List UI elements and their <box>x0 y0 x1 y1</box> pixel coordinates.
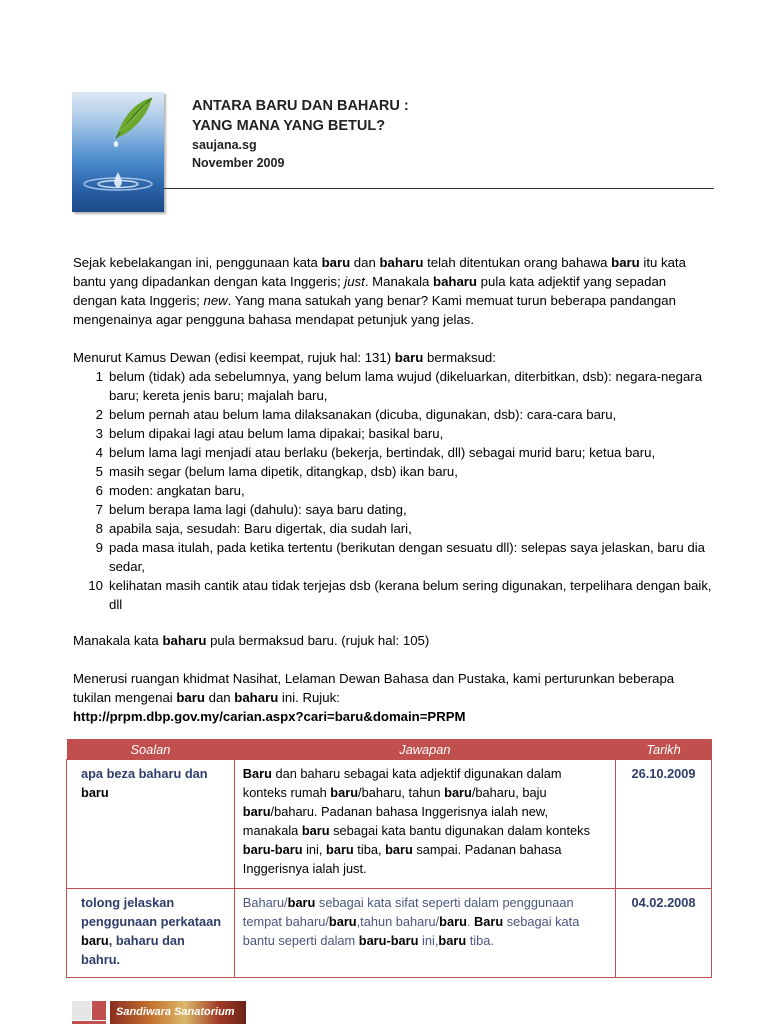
document-meta <box>192 136 284 172</box>
answer-text-segment: ini, <box>418 933 439 948</box>
answer-text-segment: sebagai kata bantu seperti dalam <box>242 914 580 948</box>
answer-text-segment: Baru <box>242 766 272 781</box>
nasihat-paragraph: Menerusi ruangan khidmat Nasihat, Lelaman Dewan Bahasa dan Pustaka, kami perturunkan beberapa tukilan mengenai baru dan baharu ini. Rujuk: http://prpm.dbp.gov.my/carian.aspx?cari=baru&domain=PRPM <box>73 671 675 724</box>
definition-text: apabila saja, sesudah: Baru digertak, dia sudah lari, <box>109 521 412 536</box>
answer-text-segment: dan baharu sebagai kata adjektif digunakan dalam konteks rumah <box>242 766 562 800</box>
answer-text-segment: Baru <box>474 914 504 929</box>
footer-banner-image: Sandiwara Sanatorium <box>110 1001 246 1024</box>
definition-text: moden: angkatan baru, <box>109 483 245 498</box>
definition-text: belum lama lagi menjadi atau berlaku (bekerja, bertindak, dll) sebagai murid baru; ketua baru, <box>109 445 656 460</box>
definition-number: 9 <box>95 540 103 555</box>
document-title <box>192 96 409 136</box>
answer-text-segment: baru <box>385 842 413 857</box>
answer-text-segment: baru <box>301 823 330 838</box>
definition-item <box>73 367 718 405</box>
answer-text-segment: . <box>466 914 475 929</box>
question-cell: tolong jelaskan penggunaan perkataan baru, baharu dan bahru. <box>67 889 235 978</box>
answer-text-segment: ,tahun baharu/ <box>356 914 440 929</box>
header-jawapan: Jawapan <box>234 739 615 760</box>
reference-url[interactable]: http://prpm.dbp.gov.my/carian.aspx?cari=baru&domain=PRPM <box>73 709 466 724</box>
definition-number: 5 <box>95 464 103 479</box>
answer-text-segment: ini, <box>302 842 327 857</box>
source-label: saujana.sg <box>192 138 257 152</box>
answer-cell <box>234 760 615 889</box>
answer-text-segment: baru-baru <box>242 842 303 857</box>
date-cell: 26.10.2009 <box>616 760 712 889</box>
title-line-2: YANG MANA YANG BETUL? <box>192 118 386 134</box>
definition-text: belum pernah atau belum lama dilaksanakan (dicuba, digunakan, dsb): cara-cara baru, <box>109 407 617 422</box>
answer-text-segment: baru-baru <box>358 933 419 948</box>
definition-number: 8 <box>95 521 103 536</box>
kamus-intro: Menurut Kamus Dewan (edisi keempat, rujuk hal: 131) baru bermaksud: <box>73 350 496 365</box>
answer-text-segment: baru <box>242 804 271 819</box>
answer-text-segment: baru <box>326 842 354 857</box>
definition-item <box>73 462 718 481</box>
question-cell: apa beza baharu dan baru <box>67 760 235 889</box>
answer-text-segment: tiba. <box>466 933 494 948</box>
answer-text-segment: /baharu, baju <box>471 785 547 800</box>
table-header-row <box>67 739 712 760</box>
table-row <box>67 889 712 978</box>
definition-text: belum berapa lama lagi (dahulu): saya baru dating, <box>109 502 407 517</box>
definition-number: 10 <box>88 578 103 593</box>
answer-text-segment: Baharu/ <box>242 895 288 910</box>
definition-text: kelihatan masih cantik atau tidak terjejas dsb (kerana belum sering digunakan, terpelihara dengan baik, dll <box>109 578 712 612</box>
leaf-waterdrop-logo <box>72 92 164 212</box>
definition-text: pada masa itulah, pada ketika tertentu (berikutan dengan sesuatu dll): selepas saya jelaskan, baru dia sedar, <box>109 540 706 574</box>
baharu-paragraph: Manakala kata baharu pula bermaksud baru. (rujuk hal: 105) <box>73 633 430 648</box>
definition-number: 3 <box>95 426 103 441</box>
definition-item <box>73 519 718 538</box>
answer-text-segment: /baharu. Padanan bahasa Inggerisnya ialah new, manakala <box>242 804 549 838</box>
intro-paragraph: Sejak kebelakangan ini, penggunaan kata baru dan baharu telah ditentukan orang bahawa baru itu kata bantu yang dipadankan dengan kata Inggeris; just. Manakala baharu pula kata adjektif yang sepadan dengan kata Inggeris; new. Yang mana satukah yang benar? Kami memuat turun beberapa pandangan mengenainya agar pengguna bahasa mendapat petunjuk yang jelas. <box>73 255 686 327</box>
definition-text: belum (tidak) ada sebelumnya, yang belum lama wujud (dikeluarkan, diterbitkan, dsb): negara-negara baru; kereta jenis baru; majalah baru, <box>109 369 703 403</box>
answer-text-segment: tiba, <box>353 842 386 857</box>
definition-item <box>73 576 718 614</box>
answer-text-segment: baru <box>438 933 467 948</box>
footer-square-grey <box>72 1001 91 1020</box>
footer-square-red <box>92 1001 106 1020</box>
answer-text-segment: sebagai kata bantu digunakan dalam konteks <box>329 823 590 838</box>
definition-item <box>73 538 718 576</box>
title-line-1: ANTARA BARU DAN BAHARU : <box>192 98 409 114</box>
definition-item <box>73 424 718 443</box>
header-divider <box>164 188 714 189</box>
definition-item <box>73 405 718 424</box>
date-label: November 2009 <box>192 156 285 170</box>
definition-text: masih segar (belum lama dipetik, ditangkap, dsb) ikan baru, <box>109 464 458 479</box>
answer-text-segment: sebagai kata sifat seperti dalam penggunaan tempat baharu/ <box>242 895 574 929</box>
date-cell: 04.02.2008 <box>616 889 712 978</box>
definition-list <box>73 367 718 614</box>
definition-number: 2 <box>95 407 103 422</box>
answer-text-segment: baru <box>330 785 359 800</box>
answer-text-segment: baru <box>444 785 472 800</box>
answer-text-segment: baru <box>328 914 357 929</box>
table-row <box>67 760 712 889</box>
answer-text-segment: /baharu, tahun <box>358 785 445 800</box>
leaf-icon <box>72 92 164 212</box>
answer-cell <box>234 889 615 978</box>
definition-text: belum dipakai lagi atau belum lama dipakai; basikal baru, <box>109 426 444 441</box>
definition-number: 7 <box>95 502 103 517</box>
answer-text-segment: baru <box>439 914 467 929</box>
definition-item <box>73 500 718 519</box>
answer-text-segment: baru <box>287 895 316 910</box>
definition-item <box>73 481 718 500</box>
header-soalan: Soalan <box>67 739 235 760</box>
definition-number: 4 <box>95 445 103 460</box>
definition-number: 6 <box>95 483 103 498</box>
definition-number: 1 <box>95 369 103 384</box>
header-tarikh: Tarikh <box>616 739 712 760</box>
answer-text-segment: sampai. Padanan bahasa Inggerisnya ialah just. <box>242 842 562 876</box>
qa-table <box>66 739 712 978</box>
definition-item <box>73 443 718 462</box>
